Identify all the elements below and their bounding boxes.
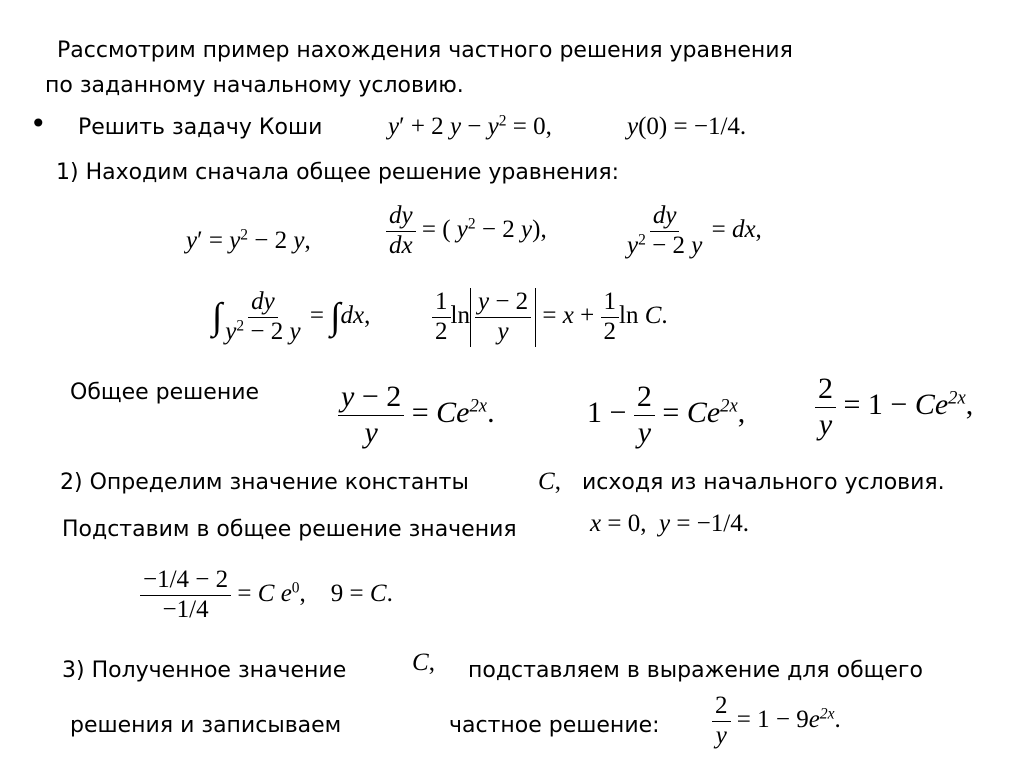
step3-line-2-left: решения и записываем — [70, 713, 342, 738]
general-solution-formula: $\frac{y - 2}{y}$ = $Ce^{2x}$. — [338, 380, 495, 450]
constant-c: C, — [538, 468, 561, 495]
intro-line-1: Рассмотрим пример нахождения частного решения уравнения — [57, 38, 793, 63]
constant-computation: $\frac{-1/4 - 2}{-1/4}$ = C $e^0$, 9 = C. — [140, 566, 393, 625]
step3-line-2-right: частное решение: — [449, 713, 660, 738]
formula-rearranged: $y' = y^2 - 2$ y, — [186, 226, 311, 254]
formula-integral: ∫ $\frac{dy}{y^2 - 2 y}$ = ∫dx, — [212, 288, 371, 345]
cauchy-label: Решить задачу Коши — [78, 115, 323, 140]
intro-line-2: по заданному начальному условию. — [45, 73, 464, 98]
step3-line-1-start: 3) Полученное значение — [62, 658, 347, 683]
step2-line-2: Подставим в общее решение значения — [62, 517, 517, 542]
cauchy-initial-condition: y(0) = −1/4. — [627, 113, 747, 140]
bullet-icon: • — [30, 107, 47, 140]
formula-dy-dx: $\frac{dy}{dx}$ = ( $y^2 - 2$ y), — [386, 202, 547, 261]
constant-c-value: C, — [412, 649, 435, 676]
step3-line-1-end: подставляем в выражение для общего — [468, 658, 923, 683]
particular-solution: $\frac{2}{y}$ = $1 - 9e^{2x}$. — [712, 692, 841, 751]
step1-heading: 1) Находим сначала общее решение уравнения: — [56, 160, 620, 185]
general-solution-transformed: 1 − $\frac{2}{y}$ = $Ce^{2x}$, — [587, 380, 746, 449]
general-solution-label: Общее решение — [70, 380, 260, 405]
cauchy-equation: y′ + 2 $y - y^2 = 0$, — [388, 112, 552, 140]
general-solution-final: $\frac{2}{y}$ = $1 - Ce^{2x}$, — [815, 372, 973, 442]
formula-separated: $\frac{dy}{y^2 - 2 y}$ = dx, — [627, 202, 762, 259]
step2-line-1-start: 2) Определим значение константы — [60, 470, 469, 495]
step2-line-1-end: исходя из начального условия. — [582, 470, 945, 495]
initial-values: x = 0, y = −1/4. — [590, 510, 749, 537]
formula-integrated: $\frac{1}{2}$ ln $\frac{y - 2}{y}$ = x + $\frac{1}{2}$ ln C. — [432, 288, 668, 347]
